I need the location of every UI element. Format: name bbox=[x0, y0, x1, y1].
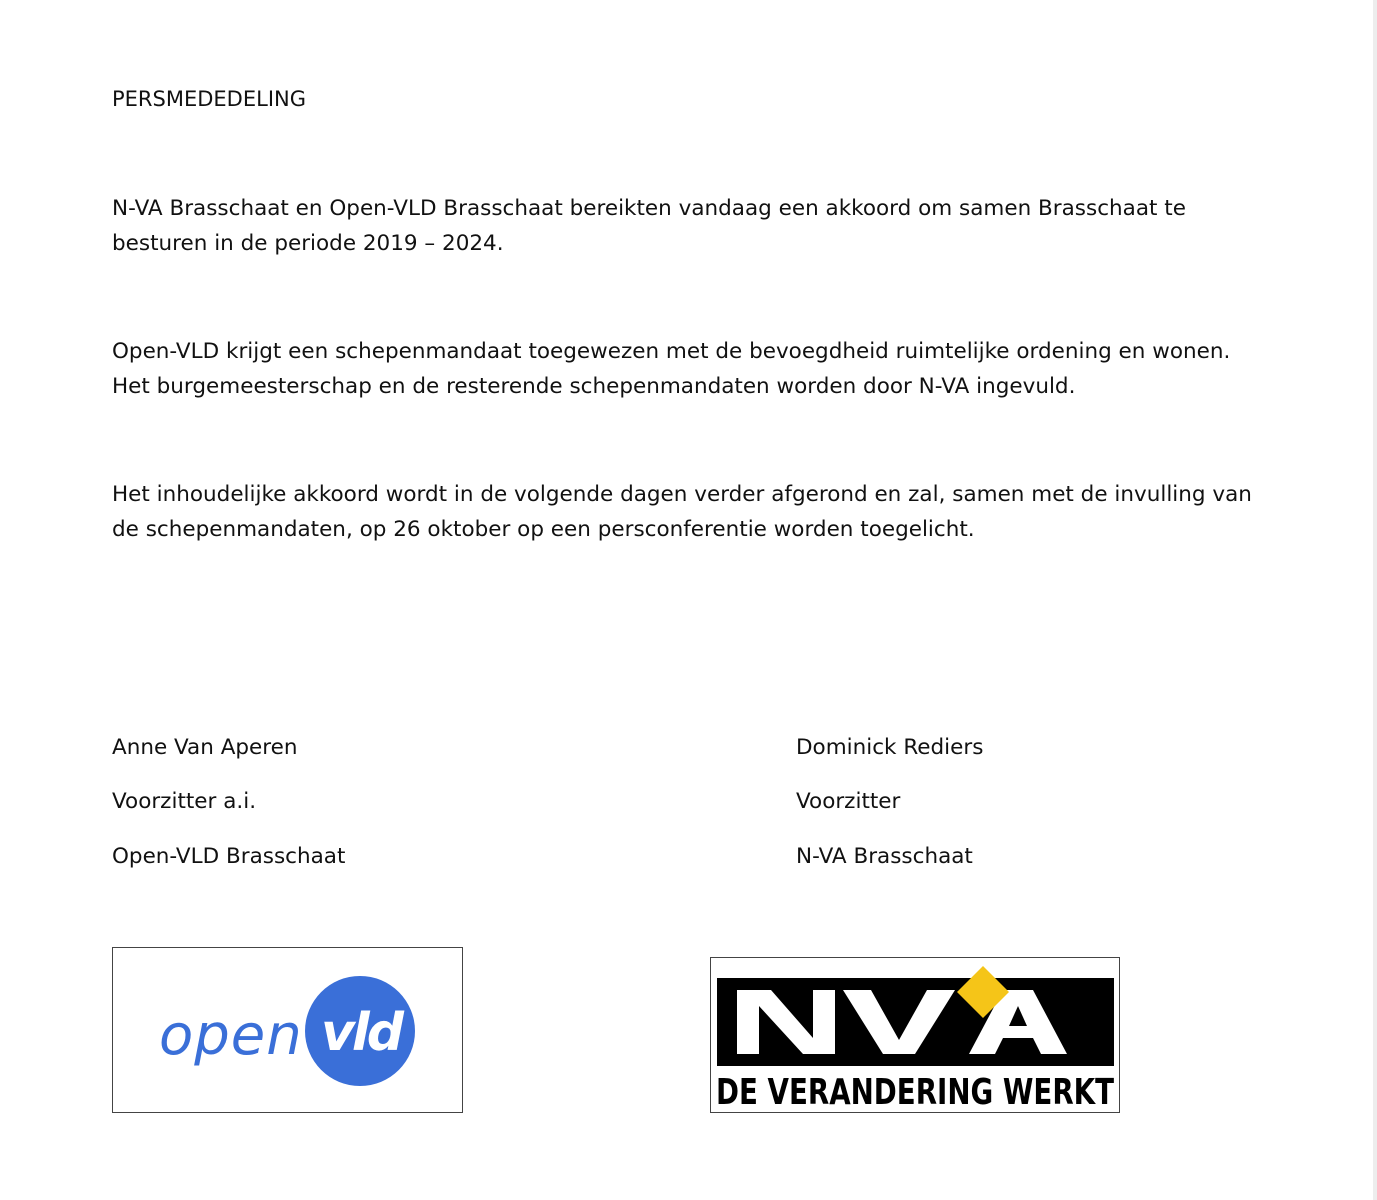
paragraph-mandate: Open-VLD krijgt een schepenmandaat toegewezen met de bevoegdheid ruimtelijke ordening en wonen. Het burgemeesterschap en de resterende schepenmandaten worden door N-VA ingevuld. bbox=[112, 339, 1231, 399]
document-heading: PERSMEDEDELING bbox=[112, 87, 306, 111]
signatory-party-left: Open-VLD Brasschaat bbox=[112, 844, 346, 869]
signatory-party-right: N-VA Brasschaat bbox=[796, 844, 973, 869]
nva-logo bbox=[710, 957, 1120, 1113]
svg-text:open: open bbox=[159, 1003, 303, 1068]
signatory-role-left: Voorzitter a.i. bbox=[112, 789, 257, 814]
nva-logo-graphic bbox=[711, 958, 1119, 1112]
signatory-name-left: Anne Van Aperen bbox=[112, 735, 298, 760]
openvld-logo-graphic bbox=[113, 948, 462, 1112]
svg-text:DE VERANDERING WERKT: DE VERANDERING WERKT bbox=[716, 1072, 1115, 1113]
signatory-role-right: Voorzitter bbox=[796, 789, 901, 814]
openvld-logo bbox=[112, 947, 463, 1113]
paragraph-press-conference: Het inhoudelijke akkoord wordt in de volgende dagen verder afgerond en zal, samen met de invulling van de schepenmandaten, op 26 oktober op een persconferentie worden toegelicht. bbox=[112, 482, 1252, 542]
signatory-name-right: Dominick Rediers bbox=[796, 735, 984, 760]
svg-text:vld: vld bbox=[321, 1003, 401, 1063]
page-edge bbox=[1373, 0, 1377, 1200]
paragraph-agreement: N-VA Brasschaat en Open-VLD Brasschaat bereikten vandaag een akkoord om samen Brasschaat te besturen in de periode 2019 – 2024. bbox=[112, 196, 1186, 256]
